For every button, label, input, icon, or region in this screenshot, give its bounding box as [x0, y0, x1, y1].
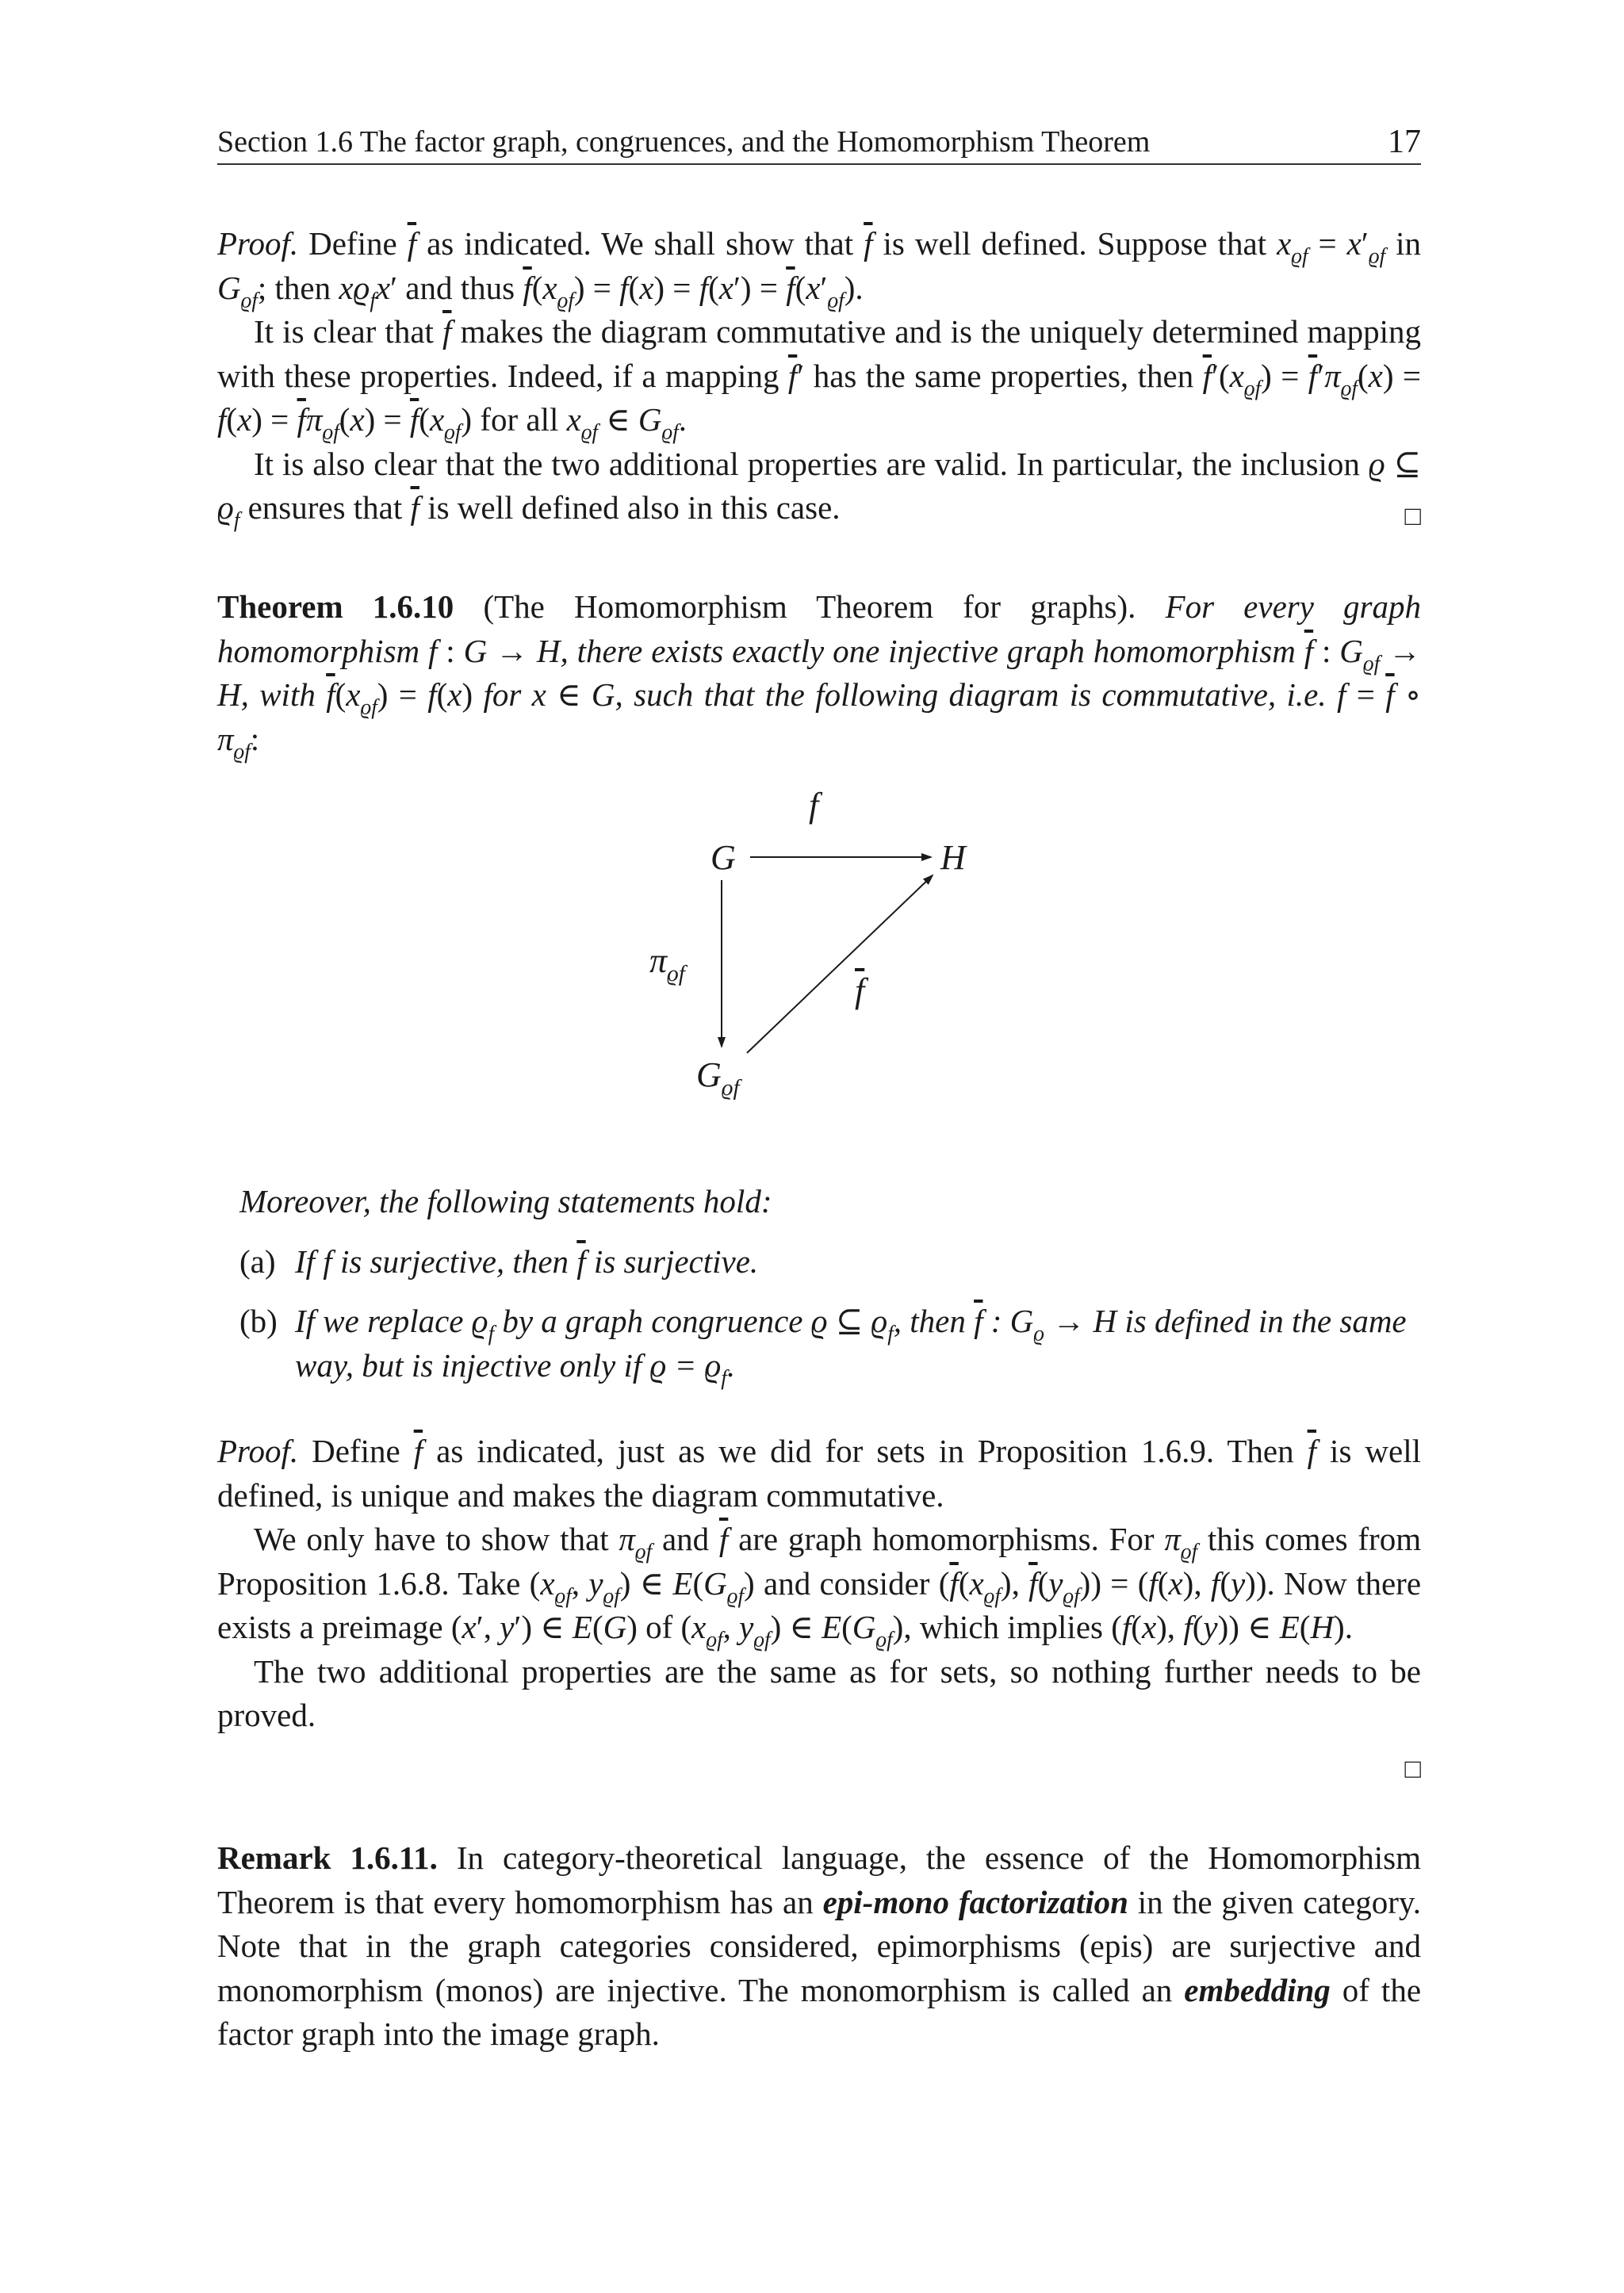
proof2-paragraph-3: The two additional properties are the same as for sets, so nothing further needs to be proved.	[217, 1652, 1421, 1733]
remark-label: Remark 1.6.11.	[217, 1839, 438, 1876]
node-G: G	[710, 838, 736, 877]
text: ; then	[257, 269, 331, 306]
proof-block-1	[217, 222, 1421, 530]
running-header	[217, 121, 1421, 165]
proof1-paragraph-1: Proof. Define $\overline{f}$ as indicated. We shall show that $\overline{f}$ is well defined. Suppose that $x_{ϱf} = x'_{ϱf}$ in $G_{ϱf}$; then $xϱ_fx'$ and thus $\overline{f}(x_{ϱf}) = f(x) = f(x') = \overline{f}(x'_{ϱf})$.	[217, 225, 1421, 312]
text: in	[1396, 225, 1421, 262]
text: of the factor graph into the image graph.	[217, 1971, 1422, 2052]
text: It is clear that	[254, 313, 434, 350]
diagram-arrows	[217, 785, 1421, 1118]
text: as indicated, just as we did for sets in Proposition 1.6.9. Then	[436, 1433, 1294, 1469]
text: is well defined also in this case.	[427, 489, 841, 526]
term-epi-mono: epi-mono factorization	[822, 1883, 1128, 1920]
text: If	[295, 1242, 316, 1280]
arrow-label-pi-subscript: ϱf	[667, 961, 685, 987]
text: is well defined. Suppose that	[883, 225, 1267, 262]
statement-b-label: (b)	[239, 1303, 278, 1339]
text: is surjective.	[593, 1242, 759, 1280]
text: ensures that	[247, 489, 403, 526]
term-embedding: embedding	[1184, 1971, 1331, 2008]
text: for all	[480, 401, 559, 438]
text: , then	[893, 1303, 966, 1339]
arrow-fbar-diagonal	[747, 875, 933, 1053]
statement-b: (b) If we replace $ϱ_f$ by a graph congruence ϱ ⊆ $ϱ_f$, then $\overline{f}$ : $G_ϱ \to H$ is defined in the same way, but is injective only if $ϱ = ϱ_f$.	[239, 1300, 1421, 1388]
qed-symbol-1: □	[1404, 502, 1421, 531]
text: is surjective, then	[339, 1242, 569, 1280]
arrow-label-fbar: $\overline{f}$	[855, 971, 865, 1010]
running-head: Section 1.6 The factor graph, congruences, and the Homomorphism Theorem	[217, 125, 1151, 159]
proof2-paragraph-1: Proof. Define $\overline{f}$ as indicated, just as we did for sets in Proposition 1.6.9. Then $\overline{f}$ is well defined, is unique and makes the diagram commutative.	[217, 1433, 1421, 1514]
remark-paragraph	[217, 1836, 1421, 2057]
page-number: 17	[1388, 124, 1421, 160]
arrow-label-pi	[649, 941, 685, 987]
text: . Now there exists a preimage	[217, 1564, 1422, 1645]
text: Define	[308, 225, 397, 262]
text: and consider	[764, 1564, 930, 1602]
qed-symbol-2: □	[1404, 1755, 1421, 1784]
text: are graph homomorphisms. For	[738, 1521, 1155, 1557]
text: and thus	[405, 269, 515, 306]
statement-a-label: (a)	[239, 1242, 276, 1280]
text: and	[661, 1521, 710, 1557]
commutative-diagram	[217, 785, 1421, 1118]
text: If we replace	[295, 1303, 464, 1339]
theorem-block	[217, 585, 1421, 761]
text: In category-theoretical language, the essence of the Homomorphism Theorem is that every homomorphism has an	[217, 1839, 1421, 1920]
text: is well defined, is unique and makes the diagram commutative.	[217, 1433, 1421, 1514]
proof-block-2	[217, 1430, 1421, 1738]
node-H: H	[940, 838, 966, 877]
arrow-label-pi-letter: π	[649, 941, 668, 980]
text: We only have to show that	[254, 1521, 609, 1557]
text: , such that the following diagram is commutative, i.e.	[615, 676, 1327, 713]
proof2-label: Proof.	[217, 1433, 299, 1469]
moreover-line: Moreover, the following statements hold:	[239, 1183, 772, 1219]
theorem-label: Theorem 1.6.10	[217, 588, 454, 625]
text: It is also clear that the two additional properties are valid. In particular, the inclusion	[254, 445, 1360, 482]
text: , which implies	[903, 1609, 1103, 1645]
text: is defined in the same way, but is injective only if	[295, 1303, 1407, 1384]
text: makes the diagram commutative and is the uniquely determined mapping with these properties. Indeed, if a mapping	[217, 313, 1422, 394]
arrow-label-f: f	[809, 786, 819, 825]
node-G-quotient-subscript: ϱf	[721, 1075, 740, 1101]
theorem-statement: Theorem 1.6.10 (The Homomorphism Theorem for graphs). For every graph homomorphism f : G → H, there exists exactly one injective graph homomorphism $\overline{f}$ : $G_{ϱf} \to H$, with $\overline{f}(x_{ϱf}) = f(x)$ for x ∈ G, such that the following diagram is commutative, i.e. $f = \overline{f}$ ∘ $\pi_{ϱf}$:	[217, 588, 1422, 763]
text: , there exists exactly one injective graph homomorphism	[560, 632, 1296, 669]
text: of	[645, 1609, 673, 1645]
remark-block	[217, 1836, 1421, 2057]
proof1-label: Proof.	[217, 225, 299, 262]
proof1-paragraph-3: It is also clear that the two additional properties are valid. In particular, the inclusion ϱ ⊆ $ϱ_f$ ensures that $\overline{f}$ is well defined also in this case.	[217, 445, 1421, 532]
text: , with	[240, 676, 316, 713]
text: for	[483, 676, 522, 713]
theorem-statements	[239, 1180, 1421, 1388]
proof2-paragraph-2: We only have to show that $\pi_{ϱf}$ and $\overline{f}$ are graph homomorphisms. For $\pi_{ϱf}$ this comes from Proposition 1.6.8. Take ($x_{ϱf}$, $y_{ϱf}$) ∈ $E(G_{ϱf})$ and consider ($\overline{f}(x_{ϱf})$, $\overline{f}(y_{ϱf})) = (f(x)$, f(y)). Now there exists a preimage (x′, y′) ∈ E(G) of ($x_{ϱf}$, $y_{ϱf}$) ∈ $E(G_{ϱf})$, which implies (f(x), f(y)) ∈ E(H).	[217, 1521, 1422, 1652]
text: For every graph homomorphism	[217, 588, 1422, 669]
text: this comes from Proposition 1.6.8. Take	[217, 1521, 1422, 1602]
node-G-quotient-letter: G	[696, 1055, 722, 1094]
proof1-paragraph-2: It is clear that $\overline{f}$ makes the diagram commutative and is the uniquely determined mapping with these properties. Indeed, if a mapping $\overline{f}'$ has the same properties, then $\overline{f}'(x_{ϱf}) = \overline{f}'\pi_{ϱf}(x) = f(x) = \overline{f}\pi_{ϱf}(x) = \overline{f}(x_{ϱf})$ for all $x_{ϱf}$ ∈ $G_{ϱf}$.	[217, 313, 1422, 444]
text: in the given category. Note that in the graph categories considered, epimorphisms (epis) are surjective and monomorphism (monos) are injective. The monomorphism is called an	[217, 1883, 1422, 2008]
text: as indicated. We shall show that	[427, 225, 854, 262]
statement-a: (a) If f is surjective, then $\overline{f}$ is surjective.	[239, 1240, 1421, 1284]
text: Define	[312, 1433, 400, 1469]
text: by a graph congruence	[502, 1303, 803, 1339]
theorem-title: (The Homomorphism Theorem for graphs).	[483, 588, 1136, 625]
text: has the same properties, then	[813, 357, 1194, 394]
node-G-quotient	[696, 1055, 740, 1101]
